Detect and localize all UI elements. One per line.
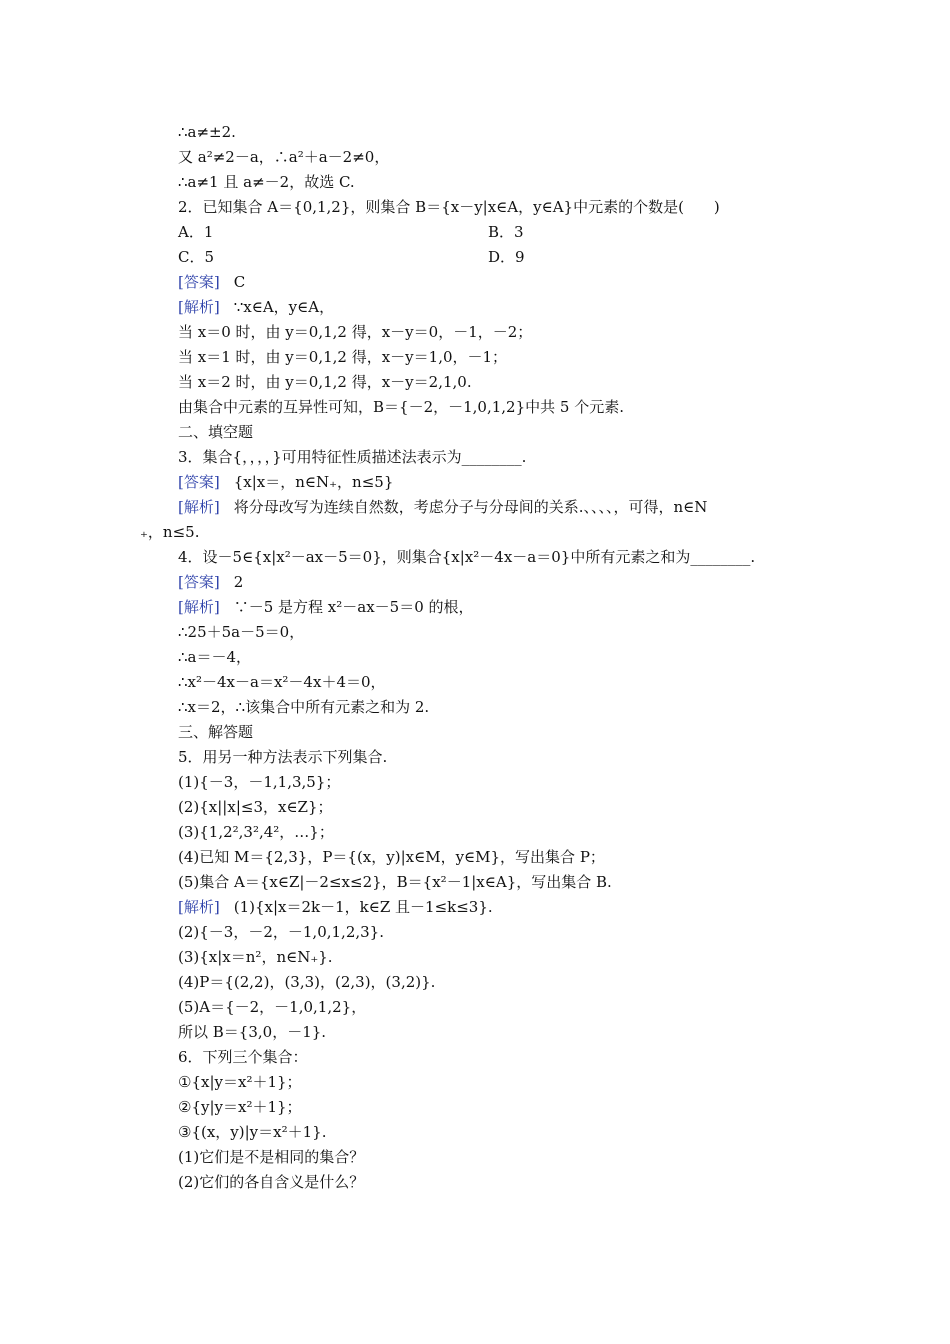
- analysis-text: 将分母改写为连续自然数，考虑分子与分母间的关系.、、、、，可得，n∈N: [233, 498, 708, 516]
- text-line: 由集合中元素的互异性可知，B＝{－2，－1,0,1,2}中共 5 个元素.: [178, 398, 624, 416]
- text-line: (4)已知 M＝{2,3}，P＝{(x，y)|x∈M，y∈M}，写出集合 P；: [178, 848, 605, 866]
- analysis-text: ∵－5 是方程 x²－ax－5＝0 的根，: [233, 598, 474, 616]
- analysis-line: [178, 595, 858, 620]
- option-c: C．5: [178, 248, 215, 266]
- analysis-text: (1){x|x＝2k－1，k∈Z 且－1≤k≤3}.: [233, 898, 493, 916]
- analysis-line: [178, 895, 858, 920]
- text-line: ②{y|y＝x²＋1}；: [178, 1098, 302, 1116]
- text-line: ∴a≠1 且 a≠－2，故选 C.: [178, 173, 355, 191]
- answer-text: 2: [233, 573, 244, 591]
- option-b: B．3: [488, 223, 524, 241]
- text-line: (3){x|x＝n²，n∈N₊}.: [178, 948, 333, 966]
- text-line: ③{(x，y)|y＝x²＋1}.: [178, 1123, 327, 1141]
- analysis-tag: [解析]: [178, 598, 220, 616]
- text-line: (3){1,2²,3²,4²，…}；: [178, 823, 334, 841]
- question-5: 5．用另一种方法表示下列集合.: [178, 748, 388, 766]
- answer-text: {x|x＝，n∈N₊，n≤5}: [233, 473, 394, 491]
- analysis-tag: [解析]: [178, 498, 220, 516]
- answer-line: [178, 570, 858, 595]
- text-line: ∴a≠±2.: [178, 123, 236, 141]
- text-line: 又 a²≠2－a，∴a²＋a－2≠0，: [178, 148, 390, 166]
- question-6: 6．下列三个集合：: [178, 1048, 308, 1066]
- text-line: (5)集合 A＝{x∈Z|－2≤x≤2}，B＝{x²－1|x∈A}，写出集合 B.: [178, 873, 612, 891]
- option-d: D．9: [488, 248, 525, 266]
- question-2: 2．已知集合 A＝{0,1,2}，则集合 B＝{x－y|x∈A，y∈A}中元素的个数是( ): [178, 198, 720, 216]
- text-line: (1)它们是不是相同的集合？: [178, 1148, 365, 1166]
- answer-line: [178, 470, 858, 495]
- analysis-text: ∵x∈A，y∈A，: [233, 298, 335, 316]
- analysis-line: [178, 295, 858, 320]
- options-row: [178, 245, 858, 270]
- text-line: (2){x||x|≤3，x∈Z}；: [178, 798, 333, 816]
- question-4: 4．设－5∈{x|x²－ax－5＝0}，则集合{x|x²－4x－a＝0}中所有元素之和为________.: [178, 548, 756, 566]
- analysis-tag: [解析]: [178, 898, 220, 916]
- text-line: ①{x|y＝x²＋1}；: [178, 1073, 302, 1091]
- options-row: [178, 220, 858, 245]
- question-3: 3．集合{，，，，}可用特征性质描述法表示为________.: [178, 448, 527, 466]
- text-line: 当 x＝2 时，由 y＝0,1,2 得，x－y＝2,1,0.: [178, 373, 472, 391]
- text-line: (2)它们的各自含义是什么？: [178, 1173, 365, 1191]
- answer-tag: [答案]: [178, 573, 220, 591]
- analysis-continuation: ₊，n≤5.: [140, 523, 200, 541]
- answer-line: [178, 270, 858, 295]
- text-line: ∴25＋5a－5＝0，: [178, 623, 305, 641]
- section-heading: 二、填空题: [178, 423, 254, 441]
- text-line: 所以 B＝{3,0，－1}.: [178, 1023, 327, 1041]
- text-line: ∴x＝2，∴该集合中所有元素之和为 2.: [178, 698, 430, 716]
- text-line: (2){－3，－2，－1,0,1,2,3}.: [178, 923, 384, 941]
- text-line: ∴x²－4x－a＝x²－4x＋4＝0，: [178, 673, 386, 691]
- option-a: A．1: [178, 223, 214, 241]
- answer-text: C: [233, 273, 246, 291]
- analysis-tag: [解析]: [178, 298, 220, 316]
- answer-tag: [答案]: [178, 473, 220, 491]
- analysis-line: [178, 495, 858, 520]
- text-line: (1){－3，－1,1,3,5}；: [178, 773, 341, 791]
- section-heading: 三、解答题: [178, 723, 254, 741]
- text-line: (4)P＝{(2,2)，(3,3)，(2,3)，(3,2)}.: [178, 973, 436, 991]
- text-line: (5)A＝{－2，－1,0,1,2}，: [178, 998, 367, 1016]
- text-line: 当 x＝1 时，由 y＝0,1,2 得，x－y＝1,0，－1；: [178, 348, 508, 366]
- answer-tag: [答案]: [178, 273, 220, 291]
- text-line: ∴a＝－4，: [178, 648, 252, 666]
- text-line: 当 x＝0 时，由 y＝0,1,2 得，x－y＝0，－1，－2；: [178, 323, 533, 341]
